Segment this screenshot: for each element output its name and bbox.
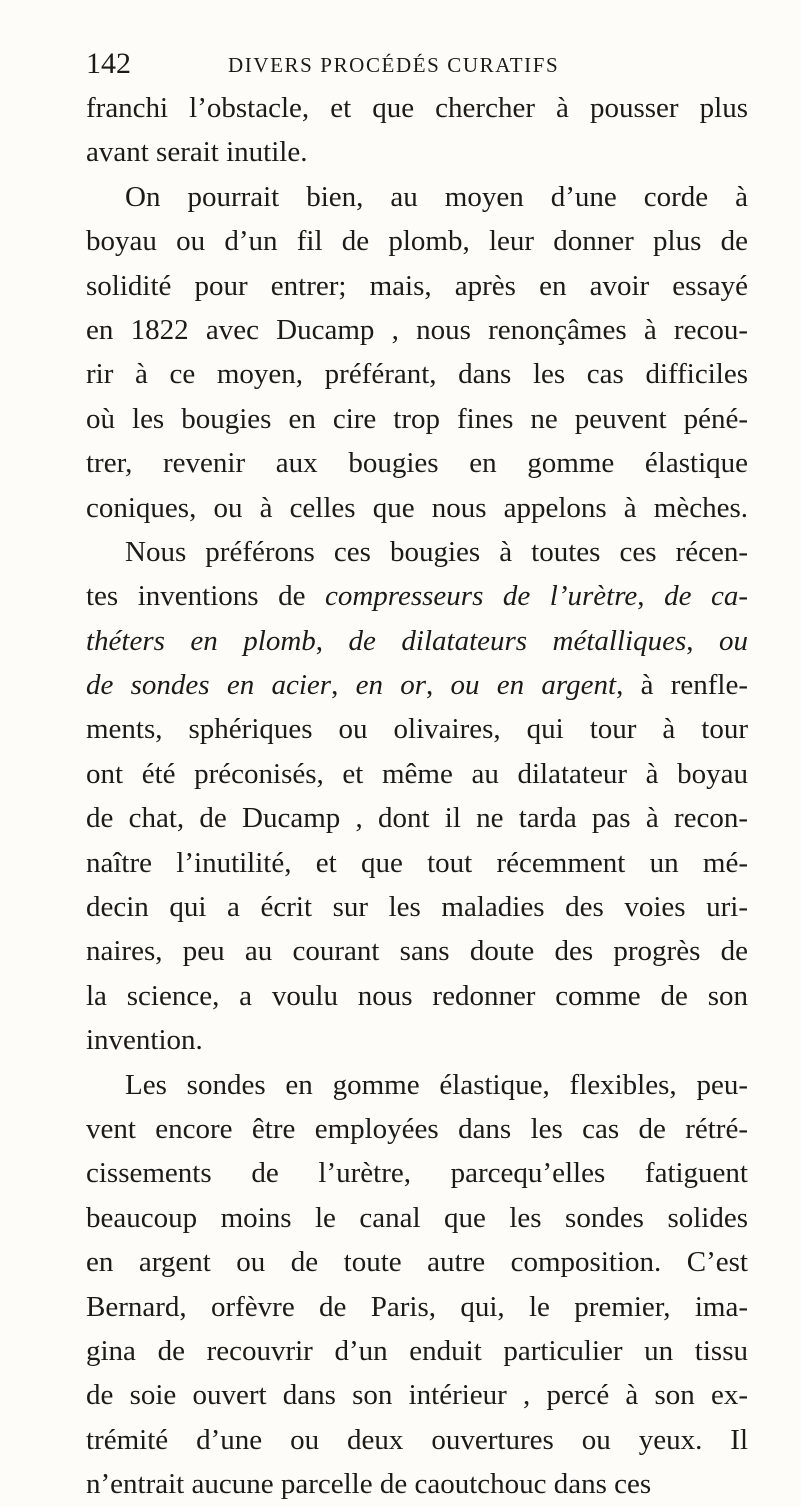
text-segment: avant serait inutile.	[86, 136, 308, 169]
text-line	[86, 86, 748, 130]
text-line	[86, 264, 748, 308]
text-line	[86, 130, 748, 174]
text-line	[86, 1107, 748, 1151]
text-line	[86, 1373, 748, 1417]
italic-text: ou	[719, 624, 749, 657]
text-segment: decin qui a écrit sur les maladies des voies uri-	[86, 891, 748, 924]
text-line	[86, 219, 748, 263]
text-segment: en argent ou de toute autre composition. C’est	[86, 1246, 748, 1279]
italic-text: de dilatateurs métalliques	[348, 624, 687, 657]
text-line	[86, 574, 748, 618]
text-segment: où les bougies en cire trop fines ne peuvent péné-	[86, 402, 748, 435]
text-segment: , à renfle-	[616, 669, 748, 702]
italic-text: de ca-	[664, 580, 748, 613]
text-line	[86, 841, 748, 885]
text-segment: naître l’inutilité, et que tout récemment un mé-	[86, 846, 748, 879]
text-segment: franchi l’obstacle, et que chercher à pousser plus	[86, 92, 748, 124]
text-segment: de chat, de Ducamp , dont il ne tarda pas à recon-	[86, 802, 748, 835]
page-number: 142	[86, 47, 131, 80]
italic-text: de sondes en acier	[86, 669, 332, 702]
text-segment: ont été préconisés, et même au dilatateur à boyau	[86, 757, 748, 790]
text-segment: On pourrait bien, au moyen d’une corde à	[125, 180, 748, 213]
text-line	[86, 663, 748, 707]
text-line	[86, 885, 748, 929]
text-line	[86, 397, 748, 441]
text-segment: rir à ce moyen, préférant, dans les cas difficiles	[86, 358, 748, 391]
text-line	[86, 1063, 748, 1107]
text-line	[86, 1196, 748, 1240]
body-text	[86, 86, 748, 1507]
text-segment: cissements de l’urètre, parcequ’elles fatiguent	[86, 1157, 748, 1190]
italic-text: en or	[355, 669, 426, 702]
text-line	[86, 1329, 748, 1373]
text-line	[86, 1151, 748, 1195]
text-segment: invention.	[86, 1024, 203, 1057]
text-segment: ,	[315, 624, 349, 657]
text-segment: Les sondes en gomme élastique, flexibles, peu-	[125, 1068, 748, 1101]
text-line	[86, 796, 748, 840]
text-line	[86, 352, 748, 396]
text-line	[86, 441, 748, 485]
running-head: DIVERS PROCÉDÉS CURATIFS	[228, 53, 560, 77]
text-segment: ments, sphériques ou olivaires, qui tour à tour	[86, 713, 748, 746]
text-line	[86, 308, 748, 352]
text-line	[86, 1285, 748, 1329]
text-segment: solidité pour entrer; mais, après en avoir essayé	[86, 269, 748, 302]
italic-text: théters en plomb	[86, 624, 316, 657]
text-segment: vent encore être employées dans les cas de rétré-	[86, 1112, 748, 1145]
text-segment: Nous préférons ces bougies à toutes ces récen-	[125, 535, 748, 568]
italic-text: ou en argent	[450, 669, 617, 702]
text-line	[86, 974, 748, 1018]
text-segment: Bernard, orfèvre de Paris, qui, le premier, ima-	[86, 1290, 748, 1323]
italic-text: compresseurs de l’urètre	[324, 580, 638, 613]
text-line	[86, 619, 748, 663]
text-segment: ,	[426, 669, 451, 702]
text-segment: la science, a voulu nous redonner comme de son	[86, 979, 748, 1012]
text-segment: naires, peu au courant sans doute des progrès de	[86, 935, 748, 968]
text-segment: trémité d’une ou deux ouvertures ou yeux. Il	[86, 1423, 748, 1456]
text-line	[86, 707, 748, 751]
text-segment: boyau ou d’un fil de plomb, leur donner plus de	[86, 225, 748, 258]
text-line	[86, 929, 748, 973]
text-line	[86, 752, 748, 796]
text-line	[86, 1240, 748, 1284]
text-line	[86, 175, 748, 219]
text-segment: tes inventions de	[86, 580, 325, 613]
text-segment: trer, revenir aux bougies en gomme élastique	[86, 447, 748, 480]
text-segment: beaucoup moins le canal que les sondes solides	[86, 1201, 748, 1234]
text-segment: gina de recouvrir d’un enduit particulier un tissu	[86, 1334, 748, 1367]
page-header	[86, 46, 746, 86]
text-segment: de soie ouvert dans son intérieur , percé à son ex-	[86, 1379, 748, 1412]
text-segment: n’entrait aucune parcelle de caoutchouc dans ces	[86, 1468, 652, 1501]
text-line	[86, 486, 748, 530]
text-line	[86, 1418, 748, 1462]
text-segment: ,	[331, 669, 356, 702]
text-segment: en 1822 avec Ducamp , nous renonçâmes à recou-	[86, 313, 748, 346]
text-line	[86, 1018, 748, 1062]
text-segment: ,	[686, 624, 720, 657]
text-line	[86, 530, 748, 574]
text-segment: ,	[637, 580, 665, 613]
text-segment: coniques, ou à celles que nous appelons à mèches.	[86, 491, 748, 524]
